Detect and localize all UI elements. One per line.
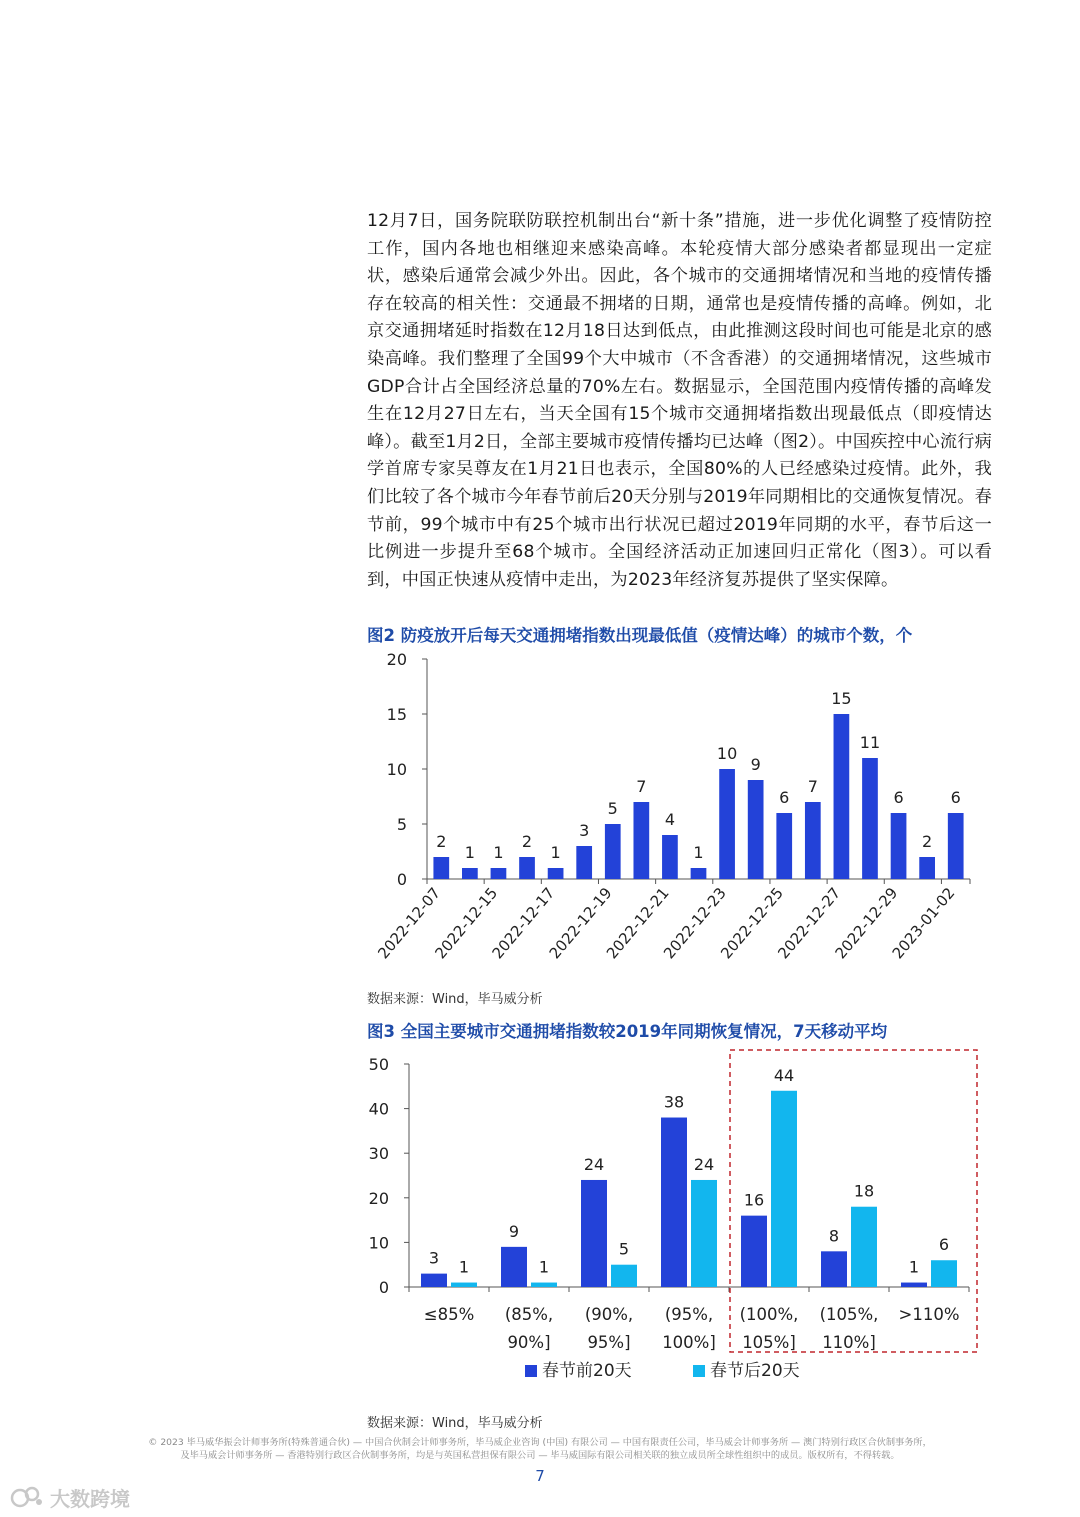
bar-2022-12-25 [776,813,792,879]
legend-label-1: 春节后20天 [710,1361,800,1381]
data-label-春节后20天-5: 18 [853,1181,875,1201]
y-tick-label: 10 [368,1233,389,1253]
bar-春节前20天-0 [421,1274,447,1287]
watermark-logo [10,1483,130,1511]
y-tick-label: 0 [378,1278,389,1297]
bar-2022-12-22 [691,868,707,879]
bar-春节后20天-1 [531,1283,557,1287]
footer-line-2: 及毕马威会计师事务所 — 香港特别行政区合伙制事务所，均是与英国私营担保有限公司 — 毕马威国际有限公司相关联的独立成员所全球性组织中的成员。版权所有，不得转载。 [180,1450,900,1461]
x-tick-label: 2022-12-27 [774,884,845,963]
figure2-chart [360,648,990,983]
data-label-春节后20天-2: 5 [618,1239,630,1259]
data-label-2022-12-28: 11 [859,733,881,752]
bar-2022-12-18 [576,846,592,879]
data-label-2023-01-02: 6 [950,788,961,807]
data-label-2022-12-07: 2 [436,832,447,851]
data-label-2022-12-29: 6 [893,788,904,807]
bar-春节后20天-4 [771,1091,797,1287]
legend-swatch-1 [693,1365,705,1377]
y-tick-label: 50 [368,1055,389,1074]
bar-2022-12-20 [633,802,649,879]
y-tick-label: 20 [386,650,407,669]
data-label-2022-12-23: 10 [716,744,738,763]
data-label-春节后20天-6: 6 [938,1235,950,1255]
data-label-2022-12-20: 7 [636,777,647,796]
x-category-label: 95%] [587,1333,631,1352]
data-label-春节后20天-0: 1 [458,1257,470,1277]
y-tick-label: 0 [396,870,407,889]
data-label-2022-12-19: 5 [607,799,618,818]
data-label-春节后20天-3: 24 [693,1154,715,1174]
bar-春节前20天-6 [901,1283,927,1287]
bar-春节后20天-3 [691,1180,717,1287]
data-label-2022-12-25: 6 [779,788,790,807]
data-label-春节前20天-1: 9 [508,1221,520,1241]
bar-2022-12-29 [891,813,907,879]
bar-春节后20天-6 [931,1260,957,1287]
data-label-2022-12-26: 7 [807,777,818,796]
x-category-label: (85%, [504,1305,554,1324]
x-category-label: (95%, [664,1305,714,1324]
footer-copyright [0,1436,1080,1462]
data-label-2022-12-30: 2 [922,832,933,851]
x-tick-label: 2022-12-25 [717,884,788,963]
x-category-label: >110% [898,1305,960,1324]
data-label-2022-12-18: 3 [579,821,590,840]
bar-2022-12-24 [748,780,764,879]
x-category-label: (90%, [584,1305,634,1324]
data-label-春节前20天-5: 8 [828,1226,840,1246]
x-category-label: (105%, [819,1305,879,1324]
bar-2022-12-17 [548,868,564,879]
bar-2022-12-07 [433,857,449,879]
bar-春节前20天-4 [741,1216,767,1287]
x-tick-label: 2022-12-19 [545,884,616,963]
bar-春节后20天-2 [611,1265,637,1287]
bar-2022-12-16 [519,857,535,879]
y-tick-label: 5 [396,815,407,834]
bar-春节前20天-3 [661,1118,687,1287]
bar-2022-12-19 [605,824,621,879]
bar-2022-12-26 [805,802,821,879]
data-label-2022-12-24: 9 [750,755,761,774]
x-category-label: (100%, [739,1305,799,1324]
legend-label-0: 春节前20天 [542,1361,632,1381]
x-category-label: 90%] [507,1333,551,1352]
data-label-2022-12-21: 4 [664,810,676,829]
bar-2023-01-02 [948,813,964,879]
x-category-label: 105%] [742,1333,796,1352]
data-label-2022-12-27: 15 [831,689,852,708]
figure2-title: 图2 防疫放开后每天交通拥堵指数出现最低值（疫情达峰）的城市个数，个 [367,626,913,645]
y-tick-label: 20 [368,1188,389,1208]
bar-2022-12-21 [662,835,678,879]
y-tick-label: 40 [368,1099,389,1119]
data-label-2022-12-14: 1 [464,843,475,862]
watermark-text: 大数跨境 [50,1486,130,1511]
data-label-春节前20天-6: 1 [908,1257,920,1277]
figure2-source: 数据来源：Wind，毕马威分析 [367,992,543,1007]
x-category-label: ≤85% [423,1305,475,1324]
legend-swatch-0 [525,1365,537,1377]
body-paragraph: 12月7日，国务院联防联控机制出台“新十条”措施，进一步优化调整了疫情防控工作，国内各地也相继迎来感染高峰。本轮疫情大部分感染者都显现出一定症状，感染后通常会减少外出。因此，各个城市的交通拥堵情况和当地的疫情传播存在较高的相关性：交通最不拥堵的日期，通常也是疫情传播的高峰。例如，北京交通拥堵延时指数在12月18日达到低点，由此推测这段时间也可能是北京的感染高峰。我们整理了全国99个大中城市（不含香港）的交通拥堵情况，这些城市GDP合计占全国经济总量的70%左右。数据显示，全国范围内疫情传播的高峰发生在12月27日左右，当天全国有15个城市交通拥堵指数出现最低点（即疫情达峰）。截至1月2日，全部主要城市疫情传播均已达峰（图2）。中国疾控中心流行病学首席专家吴尊友在1月21日也表示，全国80%的人已经感染过疫情。此外，我们比较了各个城市今年春节前后20天分别与2019年同期相比的交通恢复情况。春节前，99个城市中有25个城市出行状况已超过2019年同期的水平，春节后这一比例进一步提升至68个城市。全国经济活动正加速回归正常化（图3）。可以看到，中国正快速从疫情中走出，为2023年经济复苏提供了坚实保障。 [367,211,992,590]
x-tick-label: 2022-12-15 [431,884,502,963]
x-tick-label: 2022-12-23 [660,884,730,963]
y-tick-label: 10 [386,760,407,779]
data-label-春节后20天-4: 44 [773,1065,795,1085]
data-label-春节前20天-3: 38 [663,1092,685,1112]
x-tick-label: 2022-12-17 [488,884,559,963]
data-label-2022-12-22: 1 [693,843,704,862]
page-number: 7 [535,1467,545,1485]
bar-2022-12-23 [719,769,735,879]
bar-春节前20天-1 [501,1247,527,1287]
watermark-icon [10,1484,44,1510]
data-label-2022-12-16: 2 [521,832,533,851]
bar-2022-12-27 [834,714,850,879]
bar-春节前20天-2 [581,1180,607,1287]
data-label-春节前20天-4: 16 [743,1190,765,1210]
bar-春节前20天-5 [821,1251,847,1287]
data-label-春节后20天-1: 1 [538,1257,550,1277]
data-label-2022-12-17: 1 [550,843,561,862]
y-tick-label: 30 [368,1144,389,1164]
y-tick-label: 15 [386,705,407,724]
figure3-source: 数据来源：Wind，毕马威分析 [367,1416,543,1431]
figure3-title: 图3 全国主要城市交通拥堵指数较2019年同期恢复情况，7天移动平均 [367,1022,888,1041]
x-category-label: 100%] [662,1333,716,1352]
bar-春节后20天-0 [451,1283,477,1287]
bar-2022-12-15 [491,868,507,879]
x-category-label: 110%] [822,1333,876,1352]
x-tick-label: 2022-12-07 [374,884,445,963]
data-label-2022-12-15: 1 [493,843,504,862]
x-tick-label: 2023-01-02 [888,884,959,963]
bar-2022-12-28 [862,758,878,879]
x-tick-label: 2022-12-29 [831,884,902,963]
x-tick-label: 2022-12-21 [602,884,673,963]
data-label-春节前20天-0: 3 [428,1248,440,1268]
footer-line-1: © 2023 毕马威华振会计师事务所(特殊普通合伙) — 中国合伙制会计师事务所，毕马威企业咨询 (中国) 有限公司 — 中国有限责任公司，毕马威会计师事务所 — 澳门特别行政区合伙制事务所， [148,1437,932,1448]
bar-春节后20天-5 [851,1207,877,1287]
figure3-chart [360,1045,990,1395]
bar-2022-12-14 [462,868,478,879]
bar-2022-12-30 [919,857,935,879]
data-label-春节前20天-2: 24 [583,1154,605,1174]
